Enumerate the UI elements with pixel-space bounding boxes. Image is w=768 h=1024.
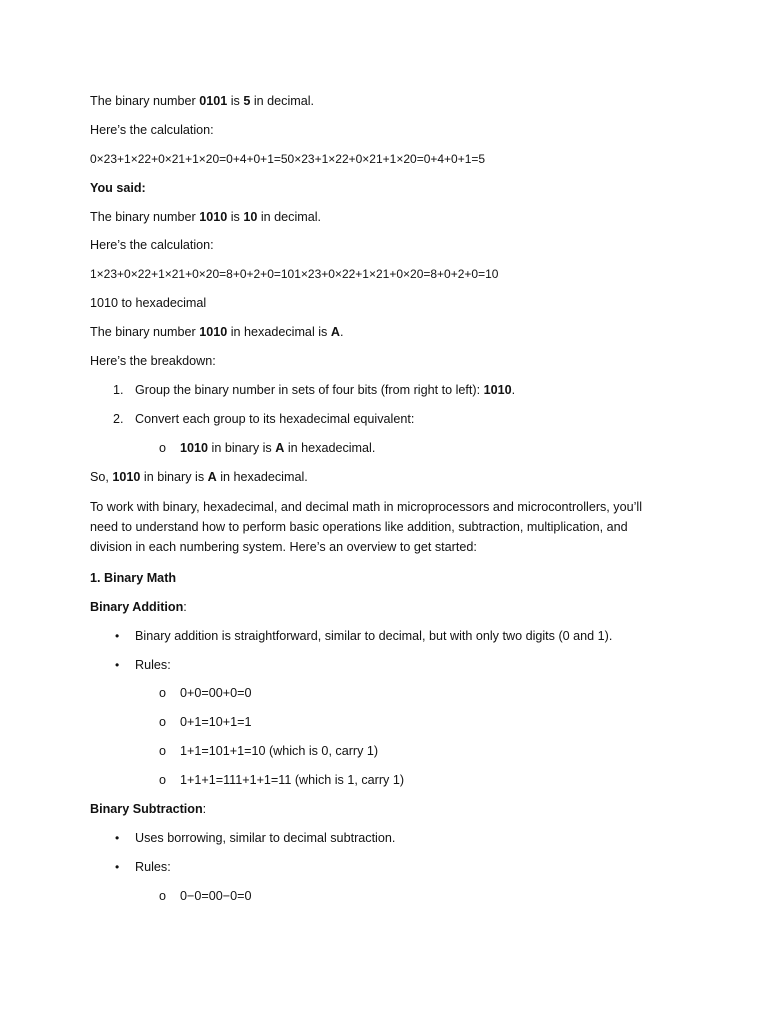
paragraph-calculation-label: Here’s the calculation: (90, 122, 214, 137)
paragraph-binary-1010: The binary number 1010 is 10 in decimal. (90, 209, 322, 224)
paragraph-binary-0101: The binary number 0101 is 5 in decimal. (90, 94, 315, 108)
bullet-icon: • (115, 657, 120, 672)
list-item: o 0+0=00+0=0 (159, 686, 252, 701)
paragraph-calculation-1010: 1×23+0×22+1×21+0×20=8+0+2+0=101×23+0×22+1×21+0×20=8+0+2+0=10 (90, 267, 499, 282)
list-item: o 0+1=10+1=1 (159, 715, 252, 730)
hollow-bullet-icon: o (159, 715, 167, 730)
hollow-bullet-icon: o (159, 744, 167, 759)
bullet-icon: • (115, 859, 120, 874)
list-item: • Binary addition is straightforward, similar to decimal, but with only two digits (0 and 1). (115, 628, 613, 643)
list-item: o 1+1=101+1=10 (which is 0, carry 1) (159, 744, 379, 759)
paragraph-breakdown-label: Here’s the breakdown: (90, 354, 216, 369)
list-item: • Uses borrowing, similar to decimal subtraction. (115, 830, 396, 845)
list-item: o 0−0=00−0=0 (159, 888, 252, 903)
section-heading-binary-math: 1. Binary Math (90, 570, 177, 585)
paragraph-prompt-hex: 1010 to hexadecimal (90, 296, 207, 311)
list-item: • Rules: (115, 859, 171, 874)
bullet-icon: • (115, 628, 120, 643)
you-said-heading: You said: (90, 180, 146, 195)
paragraph-calculation-label-2: Here’s the calculation: (90, 238, 214, 253)
list-number: 2. (113, 411, 124, 426)
list-item: o 1010 in binary is A in hexadecimal. (159, 440, 376, 455)
subheading-binary-addition: Binary Addition: (90, 599, 187, 614)
paragraph-calculation-0101: 0×23+1×22+0×21+1×20=0+4+0+1=50×23+1×22+0×21+1×20=0+4+0+1=5 (90, 151, 486, 166)
list-number: 1. (113, 382, 124, 397)
hollow-bullet-icon: o (159, 773, 167, 788)
hollow-bullet-icon: o (159, 686, 167, 701)
hollow-bullet-icon: o (159, 440, 167, 455)
paragraph-overview: To work with binary, hexadecimal, and decimal math in microprocessors and microcontrollers, you’ll need to understand how to perform basic operations like addition, subtraction, multiplication, and division in each numbering system. Here’s an overview to get started: (90, 500, 643, 555)
list-item: • Rules: (115, 657, 171, 672)
subheading-binary-subtraction: Binary Subtraction: (90, 801, 207, 816)
list-item: 1. Group the binary number in sets of four bits (from right to left): 1010. (113, 382, 516, 397)
list-item: 2. Convert each group to its hexadecimal equivalent: (113, 411, 415, 426)
document-page (90, 93, 670, 917)
hollow-bullet-icon: o (159, 888, 167, 903)
bullet-icon: • (115, 830, 120, 845)
paragraph-hex-result: The binary number 1010 in hexadecimal is A. (90, 325, 344, 340)
list-item: o 1+1+1=111+1+1=11 (which is 1, carry 1) (159, 773, 405, 788)
paragraph-summary: So, 1010 in binary is A in hexadecimal. (90, 469, 308, 484)
